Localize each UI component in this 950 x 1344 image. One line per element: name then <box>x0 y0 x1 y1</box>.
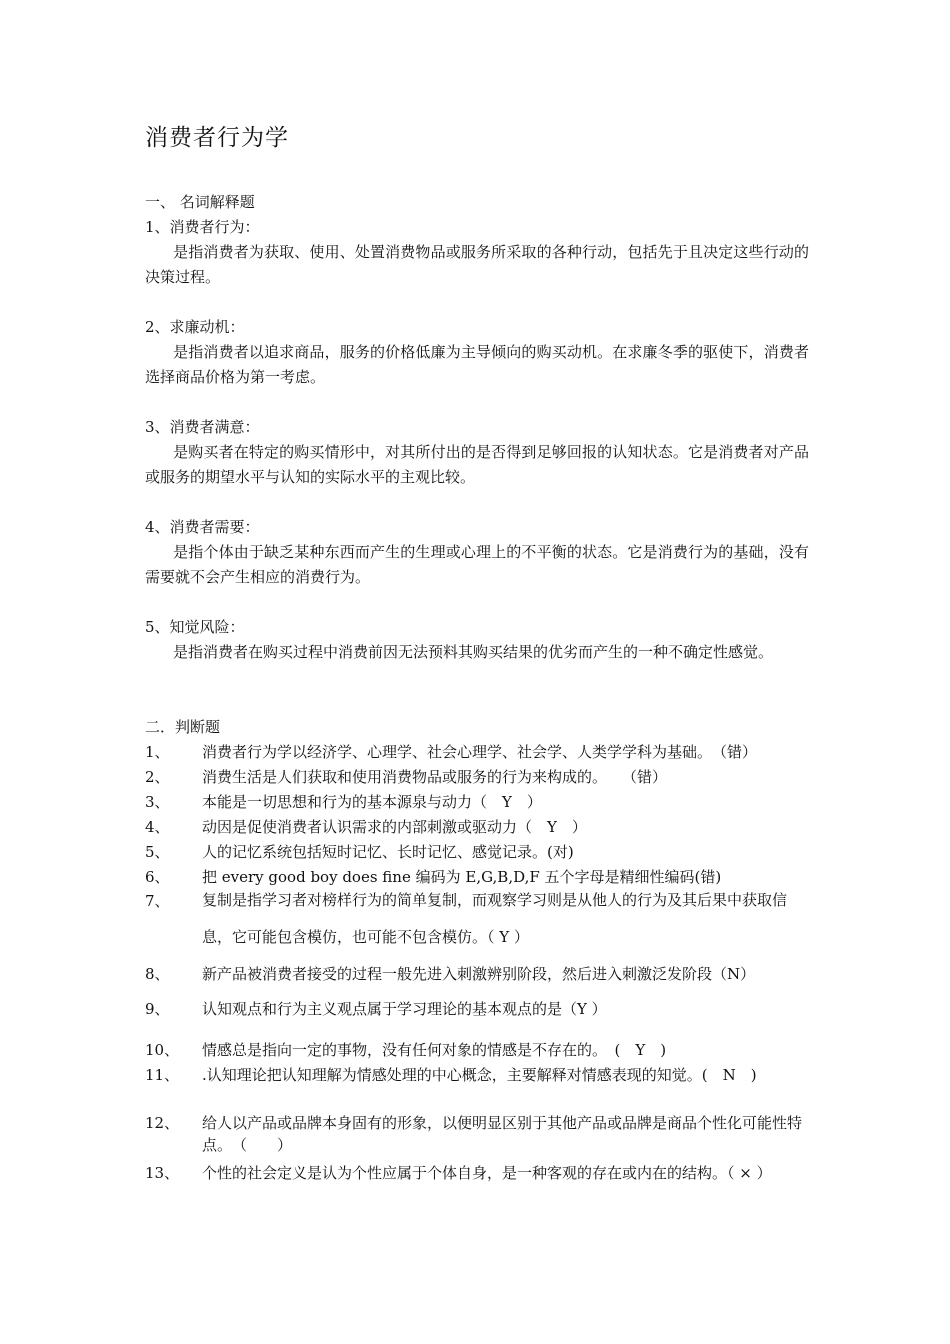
term-label: 1、消费者行为： <box>145 218 260 236</box>
question-item <box>145 1112 810 1156</box>
definition-text: 是指消费者为获取、使用、处置消费物品或服务所采取的各种行动，包括先于且决定这些行动的决策过程。 <box>145 243 809 286</box>
question-number: 5、 <box>145 843 170 861</box>
question-number: 10、 <box>145 1041 180 1059</box>
term-label: 3、消费者满意： <box>145 418 260 436</box>
question-number: 8、 <box>145 965 170 983</box>
question-item <box>145 1162 810 1206</box>
question-number: 4、 <box>145 818 170 836</box>
definition-text: 是购买者在特定的购买情形中，对其所付出的是否得到足够回报的认知状态。它是消费者对产品或服务的期望水平与认知的实际水平的主观比较。 <box>145 443 809 486</box>
section-heading: 二．判断题 <box>145 718 221 736</box>
question-number: 13、 <box>145 1164 180 1182</box>
term-definition <box>145 540 809 590</box>
question-number: 12、 <box>145 1114 180 1132</box>
question-item <box>145 890 810 950</box>
question-text: 本能是一切思想和行为的基本源泉与动力（ Y ） <box>202 793 542 811</box>
question-item <box>145 841 810 863</box>
definition-text: 是指消费者以追求商品，服务的价格低廉为主导倾向的购买动机。在求廉冬季的驱使下，消费者选择商品价格为第一考虑。 <box>145 343 809 386</box>
document-title: 消费者行为学 <box>145 125 289 151</box>
question-text: 认知观点和行为主义观点属于学习理论的基本观点的是（Y ） <box>202 1000 607 1018</box>
question-text: 人的记忆系统包括短时记忆、长时记忆、感觉记录。(对) <box>202 843 574 861</box>
question-text: 动因是促使消费者认识需求的内部刺激或驱动力（ Y ） <box>202 818 587 836</box>
question-item <box>145 816 810 838</box>
term-label: 5、知觉风险： <box>145 618 245 636</box>
question-text: 把 every good boy does fine 编码为 E,G,B,D,F 五个字母是精细性编码(错) <box>202 868 722 886</box>
definition-text: 是指个体由于缺乏某种东西而产生的生理或心理上的不平衡的状态。它是消费行为的基础，没有需要就不会产生相应的消费行为。 <box>145 543 809 586</box>
term-definition <box>145 340 809 390</box>
question-item <box>145 766 810 788</box>
question-item <box>145 1039 810 1061</box>
question-number: 9、 <box>145 1000 170 1018</box>
question-number: 7、 <box>145 892 170 910</box>
question-number: 1、 <box>145 743 170 761</box>
question-text: 消费生活是人们获取和使用消费物品或服务的行为来构成的。 （错） <box>202 768 668 786</box>
question-item <box>145 963 810 985</box>
term-label: 4、消费者需要： <box>145 518 260 536</box>
section-heading: 一、 名词解释题 <box>145 193 255 211</box>
term-definition <box>145 240 809 290</box>
definition-text: 是指消费者在购买过程中消费前因无法预料其购买结果的优劣而产生的一种不确定性感觉。 <box>173 643 774 661</box>
question-item <box>145 741 810 763</box>
question-text: 消费者行为学以经济学、心理学、社会心理学、社会学、人类学学科为基础。 （错） <box>202 743 758 761</box>
question-text: 给人以产品或品牌本身固有的形象，以便明显区别于其他产品或品牌是商品个性化可能性特点。 （ ） <box>202 1114 803 1154</box>
question-item <box>145 998 810 1020</box>
question-text: 情感总是指向一定的事物，没有任何对象的情感是不存在的。 ( Y ) <box>202 1041 667 1059</box>
question-number: 11、 <box>145 1066 180 1084</box>
question-text: 新产品被消费者接受的过程一般先进入刺激辨别阶段，然后进入刺激泛发阶段（N） <box>202 965 756 983</box>
question-number: 2、 <box>145 768 170 786</box>
question-text: 个性的社会定义是认为个性应属于个体自身，是一种客观的存在或内在的结构。（ × ） <box>202 1164 772 1182</box>
question-number: 3、 <box>145 793 170 811</box>
question-text: .认知理论把认知理解为情感处理的中心概念，主要解释对情感表现的知觉。( N ) <box>202 1066 757 1084</box>
term-label: 2、求廉动机： <box>145 318 245 336</box>
question-text: 复制是指学习者对榜样行为的简单复制，而观察学习则是从他人的行为及其后果中获取信息，它可能包含模仿，也可能不包含模仿。（ Y ） <box>202 891 788 946</box>
question-item <box>145 791 810 813</box>
question-item <box>145 1064 810 1108</box>
question-number: 6、 <box>145 868 170 886</box>
term-definition <box>145 440 809 490</box>
term-definition <box>145 640 809 665</box>
